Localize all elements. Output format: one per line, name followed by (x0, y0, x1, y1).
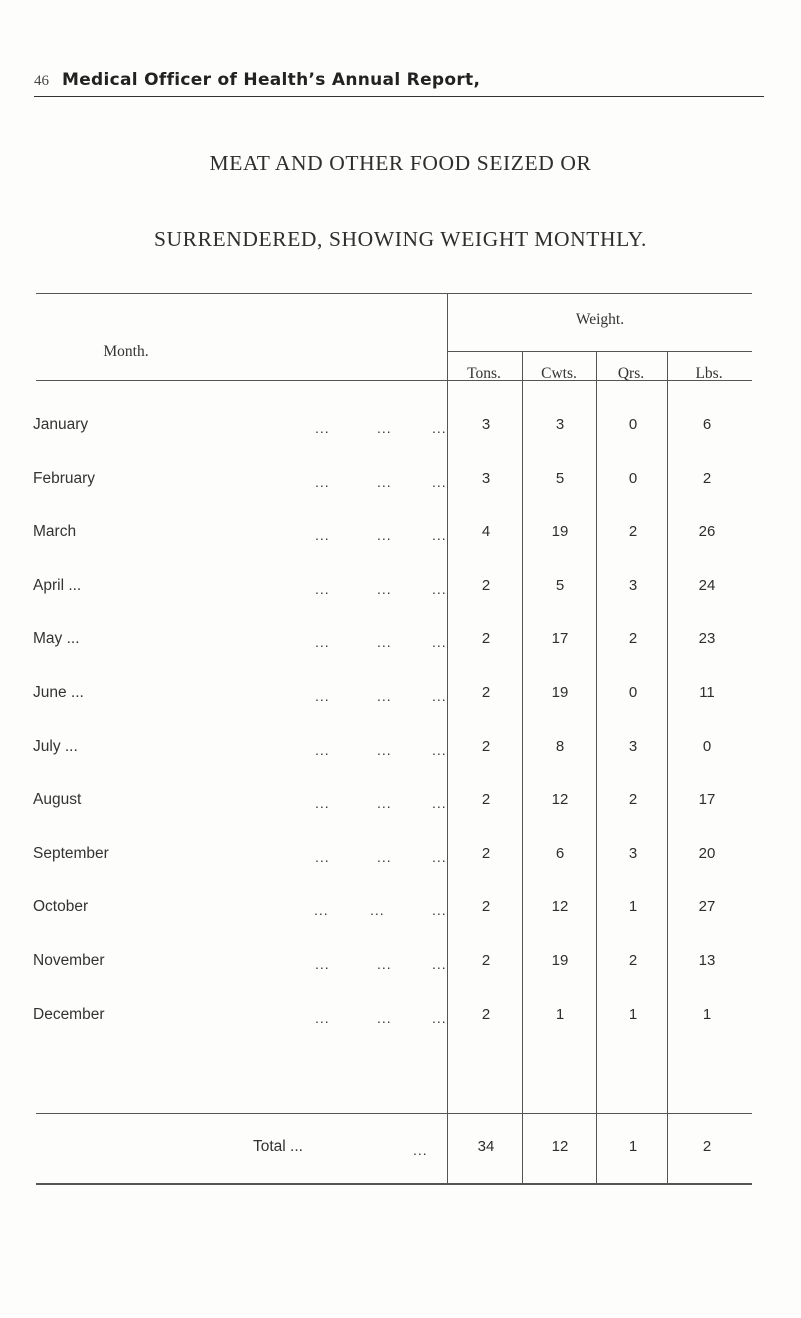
leader-dots: ... (377, 420, 392, 436)
leader-dots: ... (432, 848, 447, 865)
qrs-value: 2 (628, 630, 638, 648)
lbs-value: 26 (698, 523, 716, 541)
month-label: October (33, 898, 89, 916)
leader-dots: ... (432, 1009, 447, 1026)
table-title-line-1: MEAT AND OTHER FOOD SEIZED OR (209, 151, 592, 175)
tons-value: 2 (481, 844, 491, 862)
lbs-value: 6 (702, 416, 712, 433)
cwts-value: 5 (555, 576, 565, 594)
tons-header: Tons. (467, 365, 501, 382)
tons-cwts-divider (522, 351, 523, 1183)
leader-dots: ... (432, 688, 447, 704)
leader-dots: ... (315, 634, 330, 651)
month-label: April ... (33, 576, 82, 594)
qrs-value: 1 (628, 898, 638, 916)
leader-dots: ... (377, 741, 392, 758)
qrs-value: 0 (628, 416, 638, 433)
tons-value: 2 (481, 898, 491, 916)
month-label: December (33, 1005, 105, 1023)
tons-value: 2 (481, 952, 491, 969)
total-qrs-value: 1 (628, 1138, 638, 1155)
qrs-value: 2 (628, 523, 638, 541)
cwts-value: 5 (555, 469, 565, 487)
month-label: May ... (33, 630, 80, 648)
leader-dots: ... (377, 688, 392, 704)
cwts-value: 1 (555, 1005, 565, 1023)
tons-value: 2 (481, 737, 491, 755)
lbs-value: 0 (702, 737, 712, 755)
qrs-value: 0 (628, 469, 638, 487)
cwts-value: 12 (551, 791, 569, 809)
leader-dots: ... (315, 527, 330, 544)
qrs-value: 3 (628, 737, 638, 755)
tons-value: 4 (481, 523, 491, 541)
tons-value: 3 (481, 416, 491, 433)
weight-subheader-rule (447, 351, 752, 352)
leader-dots: ... (315, 795, 330, 812)
leader-dots: ... (370, 902, 385, 919)
tons-value: 2 (481, 1005, 491, 1023)
lbs-value: 2 (702, 469, 712, 487)
month-label: July ... (33, 737, 78, 755)
month-label: January (33, 416, 89, 433)
leader-dots: ... (315, 1009, 330, 1026)
leader-dots: ... (432, 634, 447, 651)
lbs-value: 27 (698, 898, 716, 916)
leader-dots: ... (432, 527, 447, 544)
leader-dots: ... (432, 473, 447, 490)
tons-value: 2 (481, 684, 491, 701)
total-lbs-value: 2 (702, 1138, 712, 1155)
qrs-value: 2 (628, 791, 638, 809)
total-label: Total ... (253, 1138, 303, 1155)
cwts-value: 6 (555, 844, 565, 862)
qrs-lbs-divider (667, 351, 668, 1183)
table-bottom-rule (36, 1183, 752, 1185)
lbs-value: 1 (702, 1005, 712, 1023)
leader-dots: ... (315, 688, 330, 704)
leader-dots: ... (315, 741, 330, 758)
running-title: Medical Officer of Health’s Annual Report, (62, 70, 481, 90)
tons-value: 2 (481, 791, 491, 809)
leader-dots: ... (377, 848, 392, 865)
cwts-value: 17 (551, 630, 569, 648)
month-label: February (33, 469, 96, 487)
running-header (34, 70, 764, 97)
month-label: September (33, 844, 109, 862)
cwts-value: 3 (555, 416, 565, 433)
leader-dots: ... (315, 420, 330, 436)
table-title-line-2: SURRENDERED, SHOWING WEIGHT MONTHLY. (153, 227, 648, 251)
lbs-header: Lbs. (695, 365, 723, 382)
leader-dots: ... (377, 1009, 392, 1026)
leader-dots: ... (432, 956, 447, 972)
tons-value: 3 (481, 469, 491, 487)
page-number: 46 (34, 73, 49, 89)
qrs-value: 1 (628, 1005, 638, 1023)
table-top-rule (36, 293, 752, 294)
total-tons-value: 34 (477, 1138, 495, 1155)
leader-dots: ... (432, 741, 447, 758)
month-label: August (33, 791, 82, 809)
leader-dots: ... (377, 580, 392, 597)
lbs-value: 13 (698, 952, 716, 969)
cwts-qrs-divider (596, 351, 597, 1183)
cwts-value: 12 (551, 898, 569, 916)
qrs-value: 2 (628, 952, 638, 969)
leader-dots: ... (432, 795, 447, 812)
leader-dots: ... (315, 580, 330, 597)
leader-dots: ... (377, 795, 392, 812)
leader-dots: ... (315, 473, 330, 490)
weight-header: Weight. (575, 311, 625, 328)
leader-dots: ... (413, 1142, 428, 1158)
leader-dots: ... (315, 848, 330, 865)
tons-value: 2 (481, 576, 491, 594)
total-top-rule (36, 1113, 752, 1114)
month-label: June ... (33, 684, 84, 701)
leader-dots: ... (314, 902, 329, 919)
cwts-value: 8 (555, 737, 565, 755)
leader-dots: ... (377, 527, 392, 544)
total-cwts-value: 12 (551, 1138, 569, 1155)
leader-dots: ... (432, 420, 447, 436)
tons-value: 2 (481, 630, 491, 648)
month-header: Month. (103, 343, 149, 360)
qrs-value: 0 (628, 684, 638, 701)
lbs-value: 17 (698, 791, 716, 809)
leader-dots: ... (377, 473, 392, 490)
cwts-value: 19 (551, 952, 569, 969)
leader-dots: ... (432, 580, 447, 597)
month-label: November (33, 952, 105, 969)
leader-dots: ... (377, 634, 392, 651)
lbs-value: 11 (699, 684, 715, 701)
cwts-header: Cwts. (541, 365, 577, 382)
cwts-value: 19 (551, 523, 569, 541)
qrs-value: 3 (628, 844, 638, 862)
cwts-value: 19 (551, 684, 569, 701)
leader-dots: ... (432, 902, 447, 919)
lbs-value: 24 (698, 576, 716, 594)
qrs-header: Qrs. (617, 365, 645, 382)
month-weight-divider (447, 293, 448, 1183)
leader-dots: ... (377, 956, 392, 972)
lbs-value: 23 (698, 630, 716, 648)
qrs-value: 3 (628, 576, 638, 594)
leader-dots: ... (315, 956, 330, 972)
lbs-value: 20 (698, 844, 716, 862)
month-label: March (33, 523, 77, 541)
